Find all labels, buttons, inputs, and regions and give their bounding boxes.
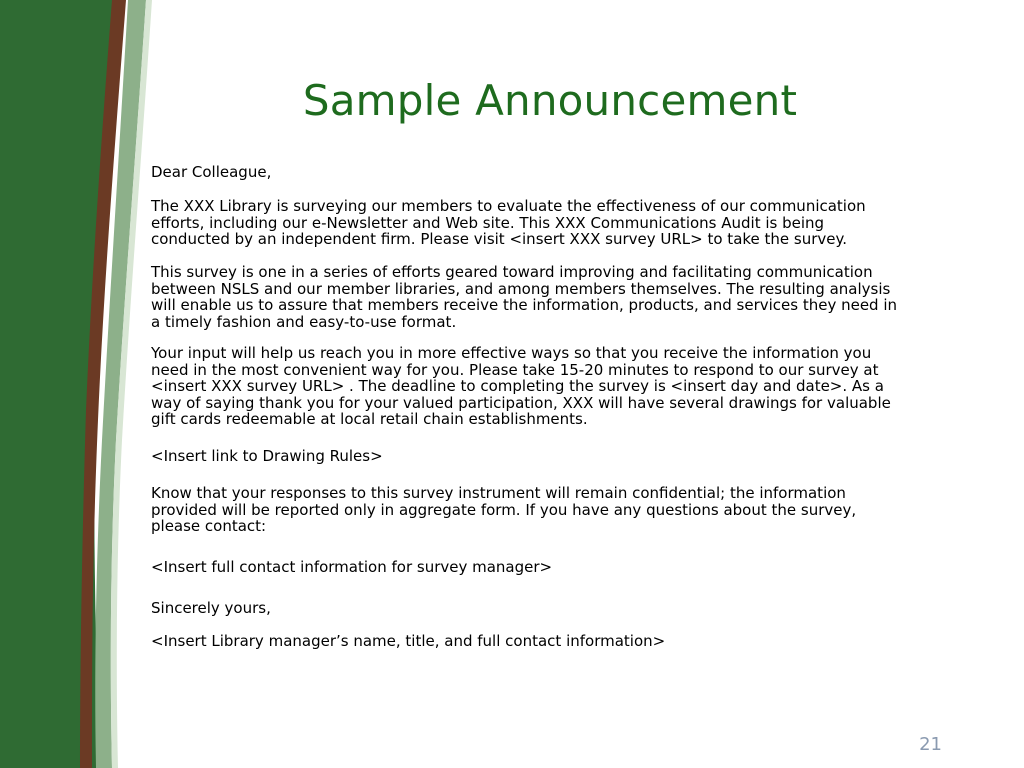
greeting: Dear Colleague, xyxy=(151,163,272,181)
drawing-rules-placeholder: <Insert link to Drawing Rules> xyxy=(151,447,383,465)
paragraph-survey-purpose: This survey is one in a series of efforts geared toward improving and facilitating communication between NSLS and our member libraries, and among members themselves. The resulting analysis will enable us to assure that members receive the information, products, and services they need in a timely fashion and easy-to-use format. xyxy=(151,263,898,331)
signature-placeholder: <Insert Library manager’s name, title, and full contact information> xyxy=(151,632,666,650)
page-number: 21 xyxy=(919,734,942,755)
closing: Sincerely yours, xyxy=(151,599,271,617)
slide-title: Sample Announcement xyxy=(302,76,798,125)
paragraph-survey-request: Your input will help us reach you in more effective ways so that you receive the information you need in the most convenient way for you. Please take 15-20 minutes to respond to our survey at <insert XXX survey URL> . The deadline to completing the survey is <insert day and date>. As a way of saying thank you for your valued participation, XXX will have several drawings for valuable gift cards redeemable at local retail chain establishments. xyxy=(151,344,891,428)
contact-placeholder: <Insert full contact information for survey manager> xyxy=(151,558,553,576)
paragraph-confidentiality: Know that your responses to this survey instrument will remain confidential; the information provided will be reported only in aggregate form. If you have any questions about the survey, please contact: xyxy=(151,484,857,535)
paragraph-survey-intro: The XXX Library is surveying our members to evaluate the effectiveness of our communication efforts, including our e-Newsletter and Web site. This XXX Communications Audit is being conducted by an independent firm. Please visit <insert XXX survey URL> to take the survey. xyxy=(151,197,866,248)
